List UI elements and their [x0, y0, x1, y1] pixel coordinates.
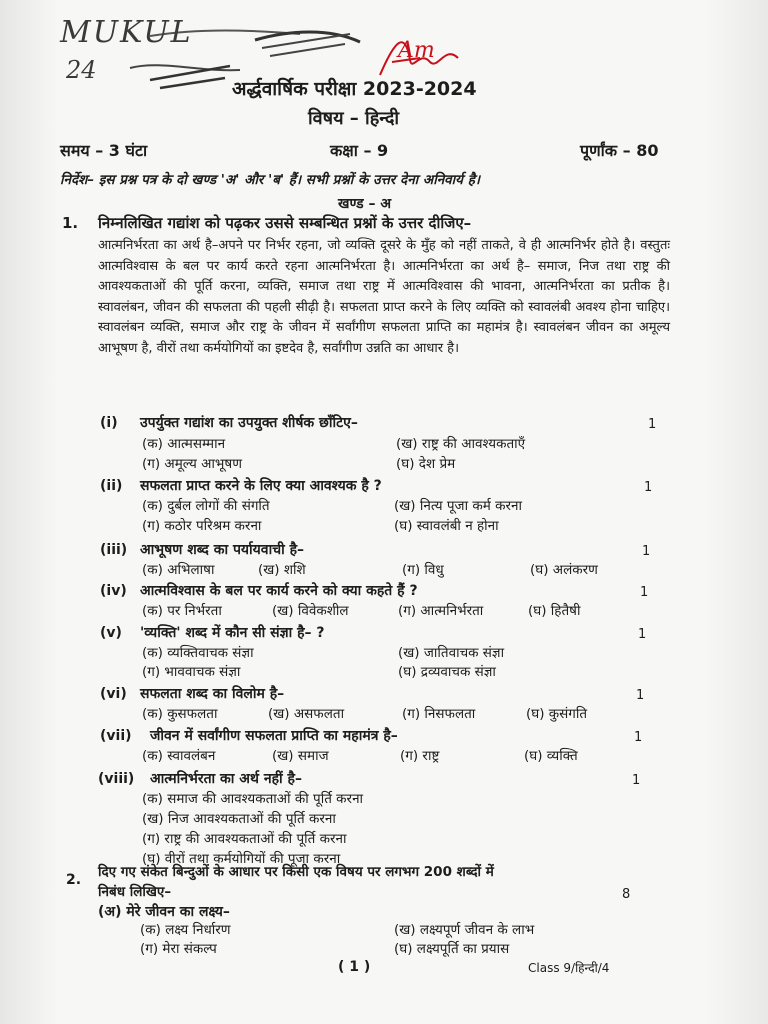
question-2-title-line2: निबंध लिखिए– — [98, 884, 172, 900]
subq-1-option-c: (ग) अमूल्य आभूषण — [142, 456, 242, 472]
subq-8-text: आत्मनिर्भरता का अर्थ नहीं है– — [150, 771, 302, 787]
subq-6-marks: 1 — [636, 688, 645, 703]
time-label: समय – 3 घंटा — [60, 141, 148, 160]
subq-8-option-b: (ख) निज आवश्यकताओं की पूर्ति करना — [142, 811, 336, 827]
subq-1-option-a: (क) आत्मसम्मान — [142, 436, 226, 452]
subq-2-number: (ii) — [100, 478, 123, 494]
instruction-text: निर्देश– इस प्रश्न पत्र के दो खण्ड 'अ' और 'ब' हैं। सभी प्रश्नों के उत्तर देना अनिवार्य है। — [60, 172, 480, 188]
subq-2-text: सफलता प्राप्त करने के लिए क्या आवश्यक है ? — [140, 478, 382, 494]
subq-4-option-a: (क) पर निर्भरता — [142, 603, 222, 619]
subq-1-number: (i) — [100, 415, 118, 431]
subq-6-option-d: (घ) कुसंगति — [526, 706, 588, 722]
subq-5-text: 'व्यक्ति' शब्द में कौन सी संज्ञा है– ? — [140, 625, 325, 641]
subq-6-option-a: (क) कुसफलता — [142, 706, 218, 722]
subq-8-option-c: (ग) राष्ट्र की आवश्यकताओं की पूर्ति करना — [142, 831, 347, 847]
subq-7-marks: 1 — [634, 730, 643, 745]
handwritten-name: MUKUL — [60, 15, 193, 50]
essay-point-c: (ग) मेरा संकल्प — [140, 941, 217, 957]
question-1-number: 1. — [62, 214, 79, 232]
subq-5-option-a: (क) व्यक्तिवाचक संज्ञा — [142, 645, 254, 661]
handwritten-roll: 24 — [66, 56, 97, 84]
class-label: कक्षा – 9 — [330, 141, 389, 160]
subq-2-option-a: (क) दुर्बल लोगों की संगति — [142, 498, 270, 514]
question-2-title-line1: दिए गए संकेत बिन्दुओं के आधार पर किसी एक विषय पर लगभग 200 शब्दों में — [98, 864, 494, 880]
subq-7-number: (vii) — [100, 728, 132, 744]
subq-1-option-b: (ख) राष्ट्र की आवश्यकताएँ — [396, 436, 526, 452]
question-1-title: निम्नलिखित गद्यांश को पढ़कर उससे सम्बन्धित प्रश्नों के उत्तर दीजिए– — [98, 214, 472, 232]
essay-point-b: (ख) लक्ष्यपूर्ण जीवन के लाभ — [394, 922, 535, 938]
subq-6-option-b: (ख) असफलता — [268, 706, 345, 722]
subq-1-option-d: (घ) देश प्रेम — [396, 456, 456, 472]
subq-3-number: (iii) — [100, 542, 128, 558]
subq-4-text: आत्मविश्वास के बल पर कार्य करने को क्या कहते हैं ? — [140, 583, 418, 599]
subq-4-option-d: (घ) हितैषी — [528, 603, 581, 619]
paper-code: Class 9/हिन्दी/4 — [528, 961, 610, 975]
section-heading: खण्ड – अ — [338, 196, 392, 212]
subq-3-option-b: (ख) शशि — [258, 562, 306, 578]
scan-shadow-left — [0, 0, 58, 1024]
subq-5-option-b: (ख) जातिवाचक संज्ञा — [398, 645, 505, 661]
subq-5-option-d: (घ) द्रव्यवाचक संज्ञा — [398, 664, 496, 680]
subq-4-marks: 1 — [640, 585, 649, 600]
essay-point-d: (घ) लक्ष्यपूर्ति का प्रयास — [394, 941, 510, 957]
subq-7-option-d: (घ) व्यक्ति — [524, 748, 578, 764]
subq-3-option-c: (ग) विधु — [402, 562, 444, 578]
subq-2-option-b: (ख) नित्य पूजा कर्म करना — [394, 498, 522, 514]
question-2-number: 2. — [66, 872, 82, 888]
subq-6-number: (vi) — [100, 686, 127, 702]
subq-2-option-c: (ग) कठोर परिश्रम करना — [142, 518, 262, 534]
subq-8-number: (viii) — [98, 771, 135, 787]
subq-5-option-c: (ग) भाववाचक संज्ञा — [142, 664, 241, 680]
essay-point-a: (क) लक्ष्य निर्धारण — [140, 922, 231, 938]
page-number: ( 1 ) — [338, 959, 371, 975]
subq-4-number: (iv) — [100, 583, 127, 599]
subq-1-marks: 1 — [648, 417, 657, 432]
subq-6-option-c: (ग) निसफलता — [402, 706, 476, 722]
subq-3-marks: 1 — [642, 544, 651, 559]
passage-text: आत्मनिर्भरता का अर्थ है–अपने पर निर्भर रहना, जो व्यक्ति दूसरे के मुँह को नहीं ताकते, वे ही आत्मनिर्भर होते है। वस्तुतः आत्मविश्वास के बल पर कार्य करते रहना आत्मनिर्भरता है। आत्मनिर्भरता का अर्थ है– समाज, निज तथा राष्ट्र की आवश्यकताओं की पूर्ति करना, व्यक्ति, समाज तथा राष्ट्र में आत्मविश्वास की भावना, आत्मनिर्भरता का प्रतीक है। स्वावलंबन, जीवन की सफलता की पहली सीढ़ी है। सफलता प्राप्त करने के लिए व्यक्ति को स्वावलंबी अवश्य होना चाहिए। स्वावलंबन व्यक्ति, समाज और राष्ट्र के जीवन में सर्वांगीण सफलता प्राप्ति का महामंत्र है। स्वावलंबन जीवन का अमूल्य आभूषण है, वीरों तथा कर्मयोगियों का इष्टदेव है, सर्वांगीण उन्नति का आधार है। — [98, 238, 670, 356]
subq-4-option-b: (ख) विवेकशील — [272, 603, 349, 619]
subq-4-option-c: (ग) आत्मनिर्भरता — [398, 603, 484, 619]
subq-3-text: आभूषण शब्द का पर्यायवाची है– — [140, 542, 305, 558]
subject-line: विषय – हिन्दी — [308, 108, 400, 129]
question-2-marks: 8 — [622, 887, 631, 902]
subq-3-option-a: (क) अभिलाषा — [142, 562, 215, 578]
subq-5-number: (v) — [100, 625, 122, 641]
scan-shadow-right — [706, 0, 768, 1024]
subq-7-option-b: (ख) समाज — [272, 748, 329, 764]
subq-8-marks: 1 — [632, 773, 641, 788]
max-marks-label: पूर्णांक – 80 — [580, 141, 659, 160]
subq-7-option-a: (क) स्वावलंबन — [142, 748, 216, 764]
subq-7-text: जीवन में सर्वांगीण सफलता प्राप्ति का महामंत्र है– — [150, 728, 398, 744]
subq-8-option-a: (क) समाज की आवश्यकताओं की पूर्ति करना — [142, 791, 364, 807]
subq-8-option-d: (घ) वीरों तथा कर्मयोगियों की पूजा करना — [142, 851, 341, 867]
subq-1-text: उपर्युक्त गद्यांश का उपयुक्त शीर्षक छाँटिए– — [140, 415, 358, 431]
subq-3-option-d: (घ) अलंकरण — [530, 562, 598, 578]
subq-5-marks: 1 — [638, 627, 647, 642]
exam-title: अर्द्धवार्षिक परीक्षा 2023-2024 — [232, 78, 477, 100]
subq-2-option-d: (घ) स्वावलंबी न होना — [394, 518, 499, 534]
subq-2-marks: 1 — [644, 480, 653, 495]
subq-7-option-c: (ग) राष्ट्र — [400, 748, 440, 764]
essay-topic: (अ) मेरे जीवन का लक्ष्य– — [98, 904, 230, 920]
handwritten-initials: Am — [398, 38, 435, 63]
subq-6-text: सफलता शब्द का विलोम है– — [140, 686, 285, 702]
